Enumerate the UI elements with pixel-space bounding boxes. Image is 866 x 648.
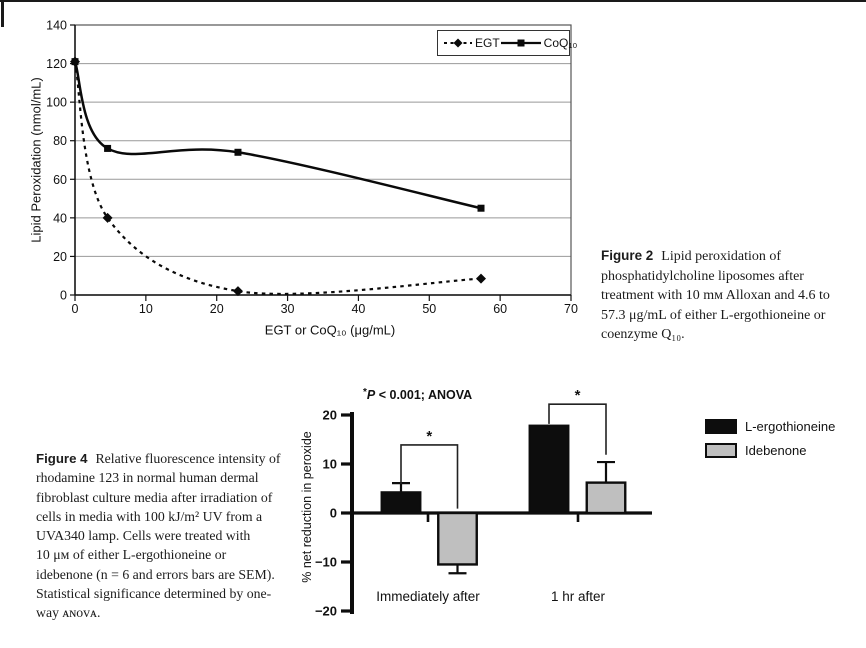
y-tick-label: −10 [314,554,337,570]
figure2-caption-line: treatment with 10 mᴍ Alloxan and 4.6 to [601,288,830,303]
category-label-immediately-after: Immediately after [376,589,480,604]
marker-square [72,58,79,65]
y-tick-label: 20 [322,407,337,423]
figure4-caption-text: Relative fluorescence intensity of [95,451,281,466]
line-chart-y-axis-title: Lipid Peroxidation (nmol/mL) [28,77,44,243]
x-tick-label: 20 [209,302,224,316]
annotation-star: * [363,387,367,398]
y-tick-label: 10 [322,456,337,472]
bar [382,492,421,513]
y-tick-label: 0 [60,288,67,303]
figure4-caption-line [36,449,304,468]
marker-square [478,205,485,212]
peroxide-reduction-bar-chart [290,378,720,628]
marker-diamond [476,274,486,284]
figure2-caption-text: Lipid peroxidation of [661,249,782,264]
bar [530,426,569,513]
legend-label-l-ergothioneine: L-ergothioneine [745,419,836,434]
figure4-caption-line: Statistical significance determined by one- [36,586,272,602]
figure4-caption-line: way ᴀɴᴏᴠᴀ. [36,605,101,621]
figure4-caption [36,449,304,623]
figure2-caption-line: 57.3 μg/mL of either L-ergothioneine or [601,307,826,323]
figure2-caption [601,246,863,345]
category-label-1hr-after: 1 hr after [550,589,606,604]
y-tick-label: 80 [53,134,67,149]
annotation-p: P [366,388,376,402]
figure4-caption-line: idebenone (n = 6 and errors bars are SEM). [36,566,275,582]
y-tick-label: 40 [53,211,67,226]
y-tick-label: 100 [46,95,67,110]
l-ergothioneine-swatch-icon [705,419,737,434]
line-chart-legend [437,30,578,56]
annotation-text: < 0.001; ANOVA [375,388,473,402]
legend-label-idebenone: Idebenone [745,443,807,458]
y-tick-label: 0 [329,505,337,521]
figure4-caption-line: cells in media with 100 kJ/m² UV from a [36,508,263,524]
marker-square [104,145,111,152]
y-tick-label: 60 [53,172,67,187]
marker-square [234,149,241,156]
figure4-label: Figure 4 [36,451,88,466]
legend-item-coq10 [500,36,578,50]
line-chart-x-axis-title: EGT or CoQ₁₀ (μg/mL) [264,322,396,338]
egt-dashed-line-sample-icon [443,37,473,49]
figure4-caption-line: rhodamine 123 in normal human dermal [36,470,259,486]
figure2-caption-line: coenzyme Q₁₀. [601,327,685,342]
significance-star: * [426,427,433,445]
bar-chart-y-axis-title: % net reduction in peroxide [300,431,314,583]
y-tick-label: 120 [46,57,67,72]
y-tick-label: −20 [314,603,337,619]
plot-border [75,25,571,295]
figure4-caption-line: UVA340 lamp. Cells were treated with [36,528,251,544]
y-tick-label: 140 [46,18,67,33]
significance-star: * [574,387,581,405]
legend-item-l-ergothioneine [705,419,835,434]
legend-label-egt: EGT [475,36,500,50]
x-tick-label: 30 [280,302,295,316]
x-tick-label: 70 [564,302,578,316]
x-tick-label: 0 [71,302,79,316]
x-tick-label: 50 [422,302,437,316]
series-line-0 [75,62,481,294]
figure2-caption-line: phosphatidylcholine liposomes after [601,268,804,284]
x-tick-label: 10 [138,302,153,316]
series-line-1 [75,62,481,209]
figure2-caption-line [601,246,863,267]
idebenone-swatch-icon [705,443,737,458]
x-tick-label: 60 [493,302,508,316]
bar-chart-legend [705,419,835,458]
x-tick-label: 40 [351,302,366,316]
anova-annotation [363,387,472,402]
figure2-label: Figure 2 [601,248,654,263]
legend-label-coq10: CoQ₁₀ [543,36,578,50]
coq10-solid-line-sample-icon [500,37,542,49]
bar [438,513,477,564]
legend-item-idebenone [705,443,835,458]
legend-item-egt [443,36,500,50]
y-tick-label: 20 [53,249,67,264]
bar [587,483,626,513]
figure4-caption-line: 10 μᴍ of either L-ergothioneine or [36,547,227,563]
figure4-caption-line: fibroblast culture media after irradiation of [36,489,273,505]
